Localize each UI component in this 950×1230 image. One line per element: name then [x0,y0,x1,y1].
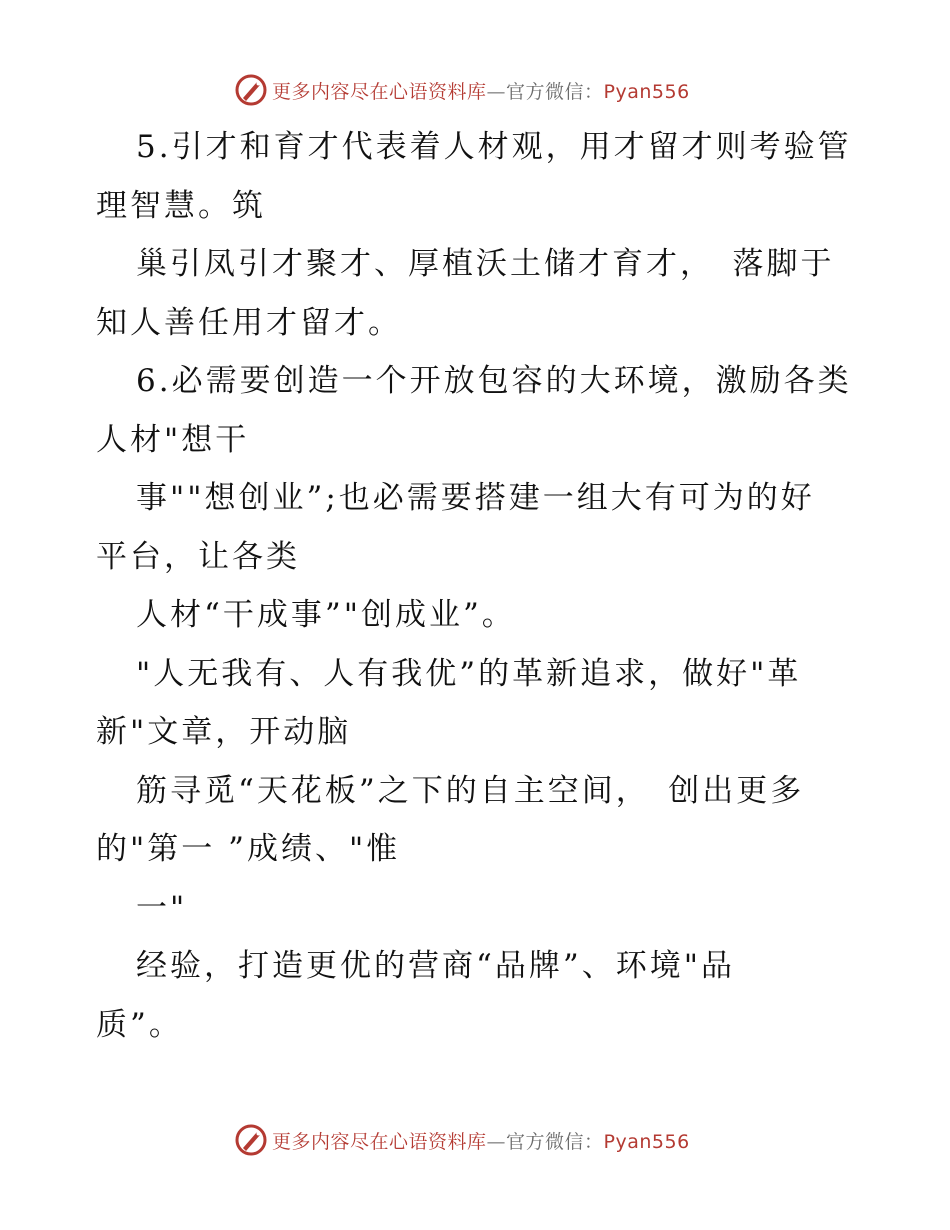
pen-logo-icon [234,1123,268,1157]
text-line: 筋寻觅“天花板”之下的自主空间， 创出更多 [136,772,805,809]
text-line: 的"第一 ”成绩、"惟 [96,831,401,867]
banner-wechat-id: Pyan556 [603,1130,690,1153]
text-line: "人无我有、人有我优”的革新追求，做好"革 [136,655,802,692]
text-line: 巢引凤引才聚才、厚植沃土储才育才， 落脚于 [136,246,835,282]
text-line: 一" [136,889,188,926]
header-banner [234,70,714,110]
banner-text [272,77,690,104]
banner-separator: — [486,80,507,103]
banner-wechat-id: Pyan556 [603,80,690,103]
text-line: 事""想创业”;也必需要搭建一组大有可为的好 [136,480,815,516]
banner-wechat-label: 官方微信： [506,80,604,103]
document-body [96,118,856,1054]
banner-site: 更多内容尽在心语资料库 [272,80,487,103]
text-line: 5.引才和育才代表着人材观，用才留才则考验管 [136,129,852,165]
banner-text [272,1127,690,1154]
footer-banner [234,1120,714,1160]
text-line: 质”。 [96,1006,183,1043]
text-line: 人材“干成事”"创成业”。 [136,597,516,633]
text-line: 理智慧。筑 [96,187,266,224]
text-line: 平台，让各类 [96,538,300,575]
text-line: 新"文章，开动脑 [96,714,352,750]
text-line: 人材"想干 [96,421,250,458]
banner-wechat-label: 官方微信： [506,1130,604,1153]
text-line: 6.必需要创造一个开放包容的大环境，激励各类 [136,363,852,399]
banner-separator: — [486,1130,507,1153]
text-line: 知人善任用才留才。 [96,304,402,341]
pen-logo-icon [234,73,268,107]
text-line: 经验，打造更优的营商“品牌”、环境"品 [136,948,735,984]
banner-site: 更多内容尽在心语资料库 [272,1130,487,1153]
